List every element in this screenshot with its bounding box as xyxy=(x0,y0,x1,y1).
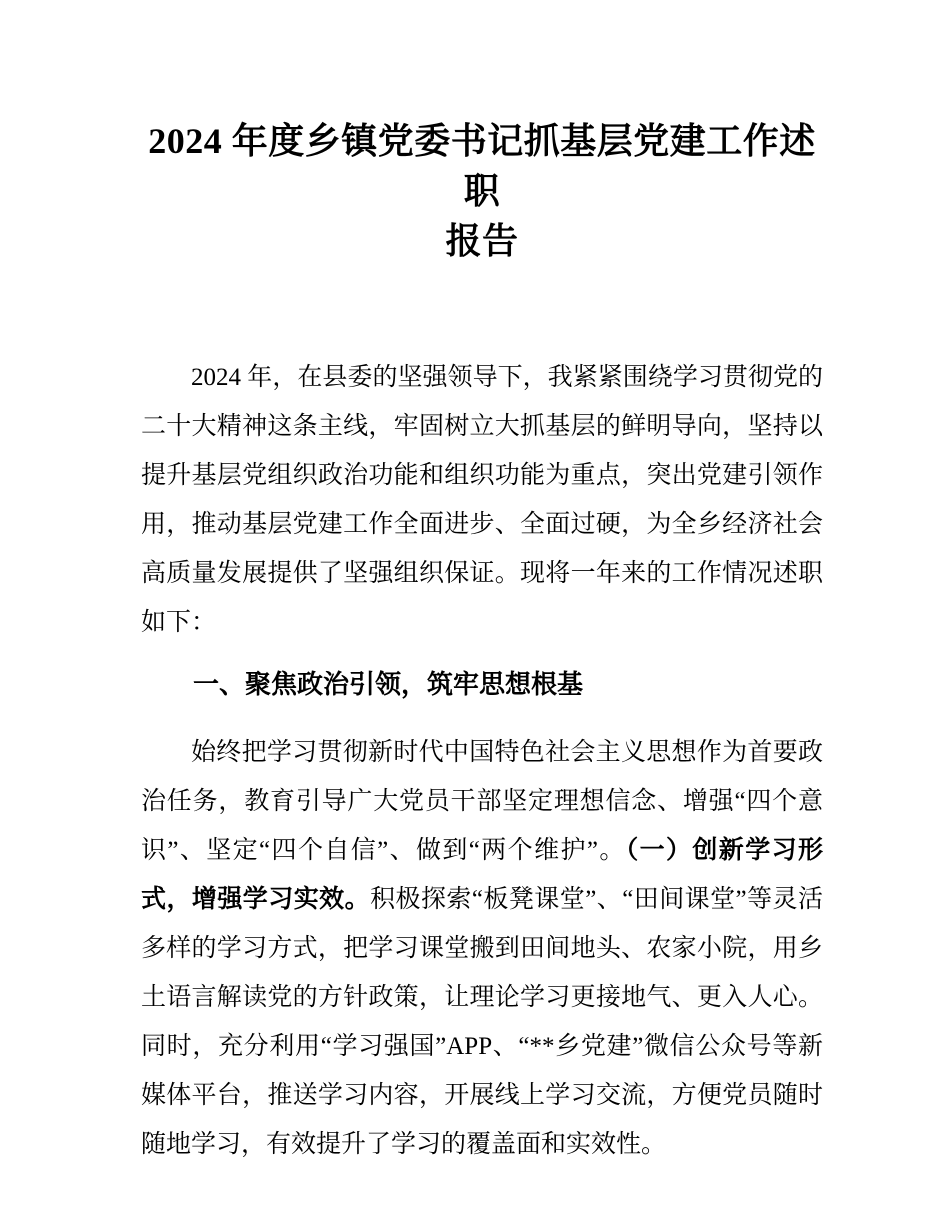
document-title-line-1: 2024 年度乡镇党委书记抓基层党建工作述职 xyxy=(148,121,816,211)
section-heading xyxy=(141,660,823,709)
body-paragraph xyxy=(141,353,823,647)
text-run: 始终把学习贯彻新时代中国特色社会主义思想作为首要政治任务，教育引导广大党员干部坚定理想信念、增强“四个意识”、坚定“四个自信”、做到“两个维护”。 xyxy=(141,739,823,864)
text-run: 2024 年，在县委的坚强领导下，我紧紧围绕学习贯彻党的二十大精神这条主线，牢固树立大抓基层的鲜明导向，坚持以提升基层党组织政治功能和组织功能为重点，突出党建引领作用，推动基层党建工作全面进步、全面过硬，为全乡经济社会高质量发展提供了坚强组织保证。现将一年来的工作情况述职如下： xyxy=(141,364,823,636)
document-title xyxy=(141,116,823,266)
bold-text-run: （一）创新学习形式，增强学习实效。 xyxy=(141,836,823,913)
bold-text-run: 一、聚焦政治引领，筑牢思想根基 xyxy=(193,669,584,699)
text-run: 积极探索“板凳课堂”、“田间课堂”等灵活多样的学习方式，把学习课堂搬到田间地头、农家小院，用乡土语言解读党的方针政策，让理论学习更接地气、更入人心。同时，充分利用“学习强国”APP、“**乡党建”微信公众号等新媒体平台，推送学习内容，开展线上学习交流，方便党员随时随地学习，有效提升了学习的覆盖面和实效性。 xyxy=(141,886,823,1158)
body-paragraph xyxy=(141,728,823,1169)
document-title-line-2: 报告 xyxy=(445,221,519,261)
document-content xyxy=(141,0,823,1169)
document-body xyxy=(141,353,823,1169)
